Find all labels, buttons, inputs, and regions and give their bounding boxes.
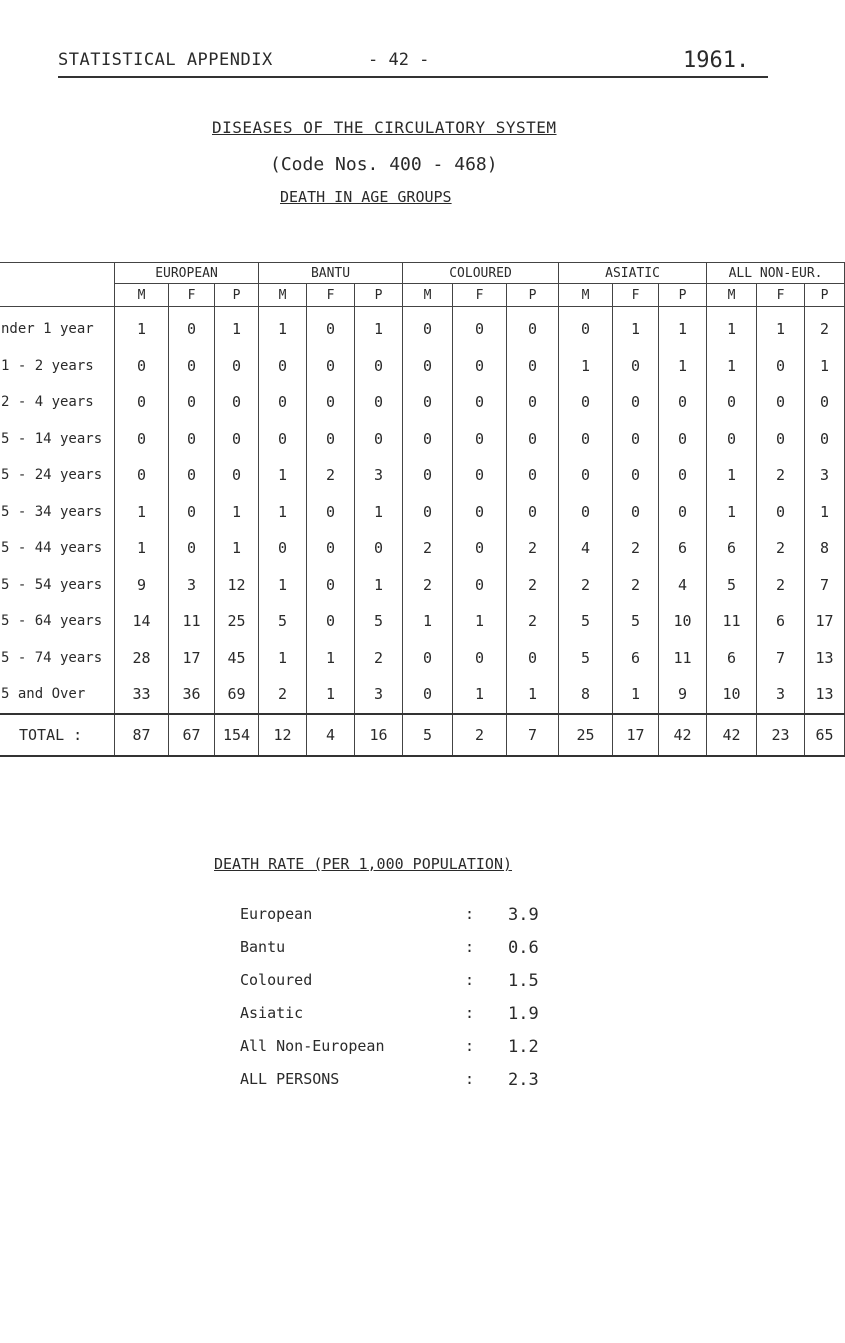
table-cell: 10 (659, 603, 707, 640)
row-label-header (0, 263, 115, 307)
table-cell: 2 (403, 530, 453, 567)
table-cell: 0 (805, 421, 845, 458)
table-cell: 0 (659, 457, 707, 494)
table-cell: 5 (355, 603, 403, 640)
table-cell: 1 (507, 676, 559, 714)
table-cell: 0 (507, 311, 559, 348)
sub-f: F (307, 284, 355, 307)
death-rate-value: 0.6 (508, 938, 539, 958)
code-range: (Code Nos. 400 - 468) (270, 154, 498, 175)
table-cell: 2 (507, 567, 559, 604)
total-cell: 5 (403, 714, 453, 756)
table-cell: 6 (757, 603, 805, 640)
table-cell: 2 (613, 567, 659, 604)
table-cell: 1 (707, 311, 757, 348)
table-cell: 10 (707, 676, 757, 714)
total-cell: 17 (613, 714, 659, 756)
sub-p: P (805, 284, 845, 307)
header-year: 1961. (683, 48, 750, 73)
table-cell: 0 (453, 384, 507, 421)
table-cell: 1 (613, 311, 659, 348)
table-cell: 0 (355, 384, 403, 421)
age-group-label: 5 - 54 years (0, 567, 115, 604)
table-cell: 3 (169, 567, 215, 604)
table-cell: 14 (115, 603, 169, 640)
table-cell: 0 (355, 348, 403, 385)
table-cell: 0 (453, 494, 507, 531)
table-cell: 0 (559, 384, 613, 421)
age-group-label: 2 - 4 years (0, 384, 115, 421)
table-cell: 2 (559, 567, 613, 604)
table-cell: 0 (307, 348, 355, 385)
group-european: EUROPEAN (115, 263, 259, 284)
table-cell: 0 (559, 494, 613, 531)
table-row (0, 421, 845, 458)
table-cell: 2 (259, 676, 307, 714)
sub-p: P (507, 284, 559, 307)
table-cell: 0 (355, 421, 403, 458)
death-rate-colon: : (465, 1037, 475, 1055)
age-group-label: 5 - 74 years (0, 640, 115, 677)
sub-f: F (613, 284, 659, 307)
table-cell: 7 (805, 567, 845, 604)
table-cell: 1 (403, 603, 453, 640)
group-coloured: COLOURED (403, 263, 559, 284)
group-asiatic: ASIATIC (559, 263, 707, 284)
table-cell: 0 (307, 530, 355, 567)
total-cell: 87 (115, 714, 169, 756)
total-cell: 67 (169, 714, 215, 756)
death-rate-value: 1.2 (508, 1037, 539, 1057)
table-cell: 1 (307, 676, 355, 714)
death-rate-row (240, 1004, 640, 1028)
table-cell: 1 (659, 311, 707, 348)
table-cell: 0 (115, 384, 169, 421)
total-cell: 25 (559, 714, 613, 756)
sub-m: M (559, 284, 613, 307)
table-cell: 0 (259, 348, 307, 385)
table-cell: 1 (707, 494, 757, 531)
table-cell: 0 (559, 311, 613, 348)
table-cell: 0 (757, 384, 805, 421)
table-cell: 1 (215, 311, 259, 348)
table-cell: 17 (169, 640, 215, 677)
table-cell: 5 (613, 603, 659, 640)
age-group-label: 5 - 44 years (0, 530, 115, 567)
table-cell: 1 (259, 640, 307, 677)
table-cell: 11 (707, 603, 757, 640)
table-cell: 0 (403, 311, 453, 348)
table-cell: 0 (307, 421, 355, 458)
table-cell: 13 (805, 676, 845, 714)
death-rate-title: DEATH RATE (PER 1,000 POPULATION) (214, 855, 513, 873)
table-cell: 0 (453, 567, 507, 604)
table-cell: 1 (355, 494, 403, 531)
table-cell: 2 (757, 530, 805, 567)
total-cell: 4 (307, 714, 355, 756)
death-rate-value: 3.9 (508, 905, 539, 925)
table-cell: 6 (613, 640, 659, 677)
table-cell: 0 (453, 348, 507, 385)
table-cell: 0 (507, 421, 559, 458)
table-cell: 0 (659, 494, 707, 531)
table-cell: 0 (507, 640, 559, 677)
table-cell: 0 (115, 457, 169, 494)
table-cell: 0 (613, 348, 659, 385)
table-cell: 0 (403, 640, 453, 677)
table-cell: 0 (169, 494, 215, 531)
total-label: TOTAL : (0, 714, 115, 756)
table-cell: 0 (169, 530, 215, 567)
total-cell: 7 (507, 714, 559, 756)
table-cell: 2 (757, 567, 805, 604)
sub-m: M (115, 284, 169, 307)
age-group-label: 5 and Over (0, 676, 115, 714)
table-cell: 1 (805, 494, 845, 531)
table-cell: 0 (169, 384, 215, 421)
table-cell: 33 (115, 676, 169, 714)
death-rate-colon: : (465, 1070, 475, 1088)
page-number: - 42 - (368, 50, 430, 70)
table-cell: 5 (707, 567, 757, 604)
table-cell: 0 (169, 348, 215, 385)
table-row (0, 567, 845, 604)
table-cell: 0 (757, 494, 805, 531)
table-cell: 1 (115, 311, 169, 348)
table-cell: 5 (559, 640, 613, 677)
sub-p: P (215, 284, 259, 307)
age-group-label: 5 - 34 years (0, 494, 115, 531)
table-cell: 45 (215, 640, 259, 677)
table-row (0, 457, 845, 494)
table-cell: 0 (613, 384, 659, 421)
table-cell: 0 (169, 311, 215, 348)
table-cell: 0 (403, 421, 453, 458)
table-cell: 1 (757, 311, 805, 348)
header-appendix: STATISTICAL APPENDIX (58, 50, 273, 70)
table-cell: 0 (259, 384, 307, 421)
table-cell: 3 (355, 457, 403, 494)
table-cell: 69 (215, 676, 259, 714)
table-cell: 9 (659, 676, 707, 714)
table-cell: 1 (613, 676, 659, 714)
table-cell: 0 (403, 457, 453, 494)
death-rate-row (240, 971, 640, 995)
table-body (0, 307, 845, 756)
table-cell: 8 (559, 676, 613, 714)
table-cell: 1 (453, 676, 507, 714)
age-group-label: 5 - 64 years (0, 603, 115, 640)
table-cell: 0 (215, 457, 259, 494)
table-cell: 0 (215, 421, 259, 458)
table-cell: 28 (115, 640, 169, 677)
group-bantu: BANTU (259, 263, 403, 284)
table-cell: 0 (559, 457, 613, 494)
table-cell: 1 (355, 567, 403, 604)
table-cell: 1 (355, 311, 403, 348)
table-cell: 0 (259, 421, 307, 458)
table-cell: 2 (307, 457, 355, 494)
total-cell: 42 (659, 714, 707, 756)
table-cell: 13 (805, 640, 845, 677)
table-cell: 7 (757, 640, 805, 677)
table-cell: 2 (403, 567, 453, 604)
document-title: DISEASES OF THE CIRCULATORY SYSTEM (212, 118, 557, 137)
table-cell: 0 (453, 457, 507, 494)
death-rate-colon: : (465, 938, 475, 956)
table-cell: 1 (115, 530, 169, 567)
table-cell: 0 (307, 384, 355, 421)
table-cell: 0 (507, 384, 559, 421)
page-header (0, 0, 800, 80)
table-cell: 0 (453, 311, 507, 348)
table-cell: 36 (169, 676, 215, 714)
death-rate-name: All Non-European (240, 1037, 385, 1055)
table-cell: 0 (507, 348, 559, 385)
table-cell: 0 (707, 384, 757, 421)
table-cell: 0 (169, 421, 215, 458)
table-cell: 8 (805, 530, 845, 567)
table-cell: 1 (215, 530, 259, 567)
table-cell: 11 (169, 603, 215, 640)
death-rate-name: Coloured (240, 971, 313, 989)
table-cell: 0 (307, 567, 355, 604)
table-cell: 0 (169, 457, 215, 494)
table-cell: 0 (757, 421, 805, 458)
table-cell: 1 (559, 348, 613, 385)
table-cell: 5 (559, 603, 613, 640)
table-cell: 0 (613, 421, 659, 458)
sub-f: F (169, 284, 215, 307)
table-cell: 3 (757, 676, 805, 714)
table-cell: 1 (307, 640, 355, 677)
table-cell: 25 (215, 603, 259, 640)
sub-f: F (453, 284, 507, 307)
sub-f: F (757, 284, 805, 307)
sub-m: M (403, 284, 453, 307)
table-row (0, 640, 845, 677)
header-rule (58, 76, 768, 78)
table-cell: 2 (507, 603, 559, 640)
table-cell: 6 (659, 530, 707, 567)
table-cell: 0 (259, 530, 307, 567)
table-cell: 0 (403, 348, 453, 385)
table-cell: 1 (453, 603, 507, 640)
sub-p: P (659, 284, 707, 307)
table-cell: 11 (659, 640, 707, 677)
table-cell: 0 (307, 603, 355, 640)
group-header-row (0, 263, 845, 284)
table-cell: 3 (805, 457, 845, 494)
death-rate-value: 2.3 (508, 1070, 539, 1090)
table-cell: 0 (355, 530, 403, 567)
age-group-label: 1 - 2 years (0, 348, 115, 385)
total-cell: 12 (259, 714, 307, 756)
table-cell: 9 (115, 567, 169, 604)
total-cell: 16 (355, 714, 403, 756)
table-cell: 0 (453, 530, 507, 567)
table-cell: 0 (307, 494, 355, 531)
age-group-label: nder 1 year (0, 311, 115, 348)
table-cell: 6 (707, 530, 757, 567)
total-cell: 2 (453, 714, 507, 756)
age-group-label: 5 - 24 years (0, 457, 115, 494)
table-cell: 1 (707, 348, 757, 385)
table-cell: 1 (805, 348, 845, 385)
table-row (0, 676, 845, 714)
table-cell: 0 (613, 457, 659, 494)
table-cell: 0 (659, 421, 707, 458)
table-cell: 0 (613, 494, 659, 531)
death-rate-name: Asiatic (240, 1004, 304, 1022)
table-cell: 1 (259, 457, 307, 494)
death-rate-value: 1.9 (508, 1004, 539, 1024)
table-cell: 0 (115, 421, 169, 458)
death-rate-colon: : (465, 971, 475, 989)
total-cell: 23 (757, 714, 805, 756)
table-cell: 6 (707, 640, 757, 677)
table-cell: 0 (453, 640, 507, 677)
death-rate-name: ALL PERSONS (240, 1070, 340, 1088)
table-row (0, 494, 845, 531)
total-cell: 65 (805, 714, 845, 756)
table-row (0, 603, 845, 640)
age-group-label: 5 - 14 years (0, 421, 115, 458)
total-cell: 154 (215, 714, 259, 756)
table-cell: 2 (355, 640, 403, 677)
table-row (0, 530, 845, 567)
table-cell: 0 (659, 384, 707, 421)
table-cell: 1 (659, 348, 707, 385)
death-rate-row (240, 905, 640, 929)
table-row (0, 348, 845, 385)
table-cell: 4 (659, 567, 707, 604)
table-cell: 0 (507, 494, 559, 531)
table-cell: 2 (507, 530, 559, 567)
table-row (0, 311, 845, 348)
table-cell: 0 (307, 311, 355, 348)
table-cell: 0 (403, 494, 453, 531)
table-cell: 3 (355, 676, 403, 714)
table-cell: 0 (559, 421, 613, 458)
table-cell: 2 (757, 457, 805, 494)
total-cell: 42 (707, 714, 757, 756)
table-cell: 4 (559, 530, 613, 567)
group-all-non-eur: ALL NON-EUR. (707, 263, 845, 284)
table-cell: 0 (403, 676, 453, 714)
table-cell: 1 (259, 494, 307, 531)
sub-header-row (0, 284, 845, 307)
sub-m: M (707, 284, 757, 307)
death-age-group-table (0, 262, 845, 757)
table-cell: 0 (215, 348, 259, 385)
sub-p: P (355, 284, 403, 307)
death-rate-colon: : (465, 905, 475, 923)
death-rate-row (240, 1037, 640, 1061)
table-cell: 1 (115, 494, 169, 531)
table-cell: 0 (507, 457, 559, 494)
table-cell: 0 (453, 421, 507, 458)
table-cell: 0 (403, 384, 453, 421)
table-cell: 2 (613, 530, 659, 567)
table-row (0, 384, 845, 421)
table-title: DEATH IN AGE GROUPS (280, 188, 452, 206)
table-cell: 0 (215, 384, 259, 421)
table-cell: 0 (805, 384, 845, 421)
death-rate-name: European (240, 905, 313, 923)
table-cell: 1 (259, 311, 307, 348)
death-rate-value: 1.5 (508, 971, 539, 991)
sub-m: M (259, 284, 307, 307)
table-cell: 5 (259, 603, 307, 640)
table-cell: 0 (757, 348, 805, 385)
table-cell: 0 (115, 348, 169, 385)
table-cell: 2 (805, 311, 845, 348)
table-cell: 1 (707, 457, 757, 494)
table-cell: 17 (805, 603, 845, 640)
table-cell: 1 (259, 567, 307, 604)
total-row (0, 714, 845, 756)
death-rate-row (240, 1070, 640, 1094)
table-cell: 1 (215, 494, 259, 531)
death-rate-name: Bantu (240, 938, 286, 956)
death-rate-colon: : (465, 1004, 475, 1022)
death-rate-row (240, 938, 640, 962)
table-cell: 0 (707, 421, 757, 458)
table-cell: 12 (215, 567, 259, 604)
